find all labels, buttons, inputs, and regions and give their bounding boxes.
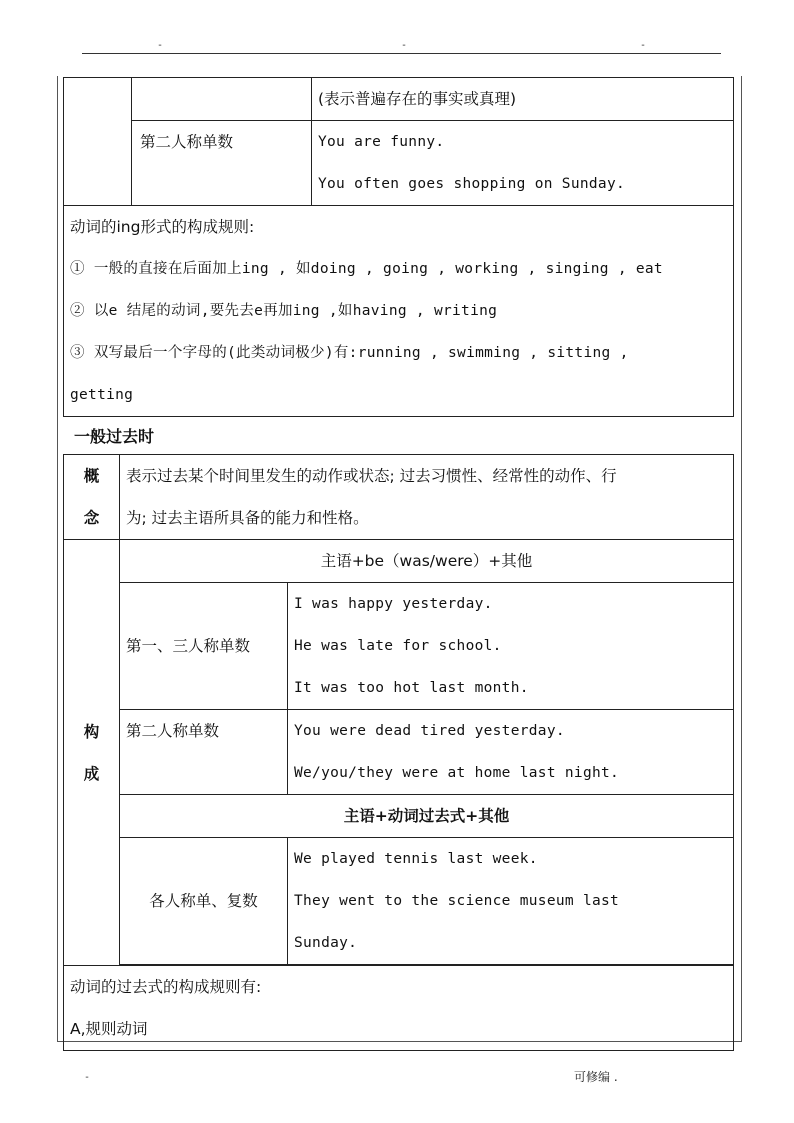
past-rules-a: A,规则动词 bbox=[70, 1020, 148, 1038]
concept-line: 表示过去某个时间里发生的动作或状态; 过去习惯性、经常性的动作、行 bbox=[126, 467, 617, 485]
ing-rule-3: ③ 双写最后一个字母的(此类动词极少)有:running , swimming , sitting , bbox=[70, 345, 629, 361]
verb-formula: 主语+动词过去式+其他 bbox=[343, 807, 510, 825]
second-person-label: 第二人称单数 bbox=[126, 722, 220, 740]
example-line: I was happy yesterday. bbox=[294, 596, 493, 612]
footer-dot: - bbox=[84, 1072, 91, 1083]
header-dot-center: - bbox=[401, 40, 408, 51]
ing-rules-title: 动词的ing形式的构成规则: bbox=[70, 218, 255, 236]
empty-cell bbox=[132, 78, 312, 121]
ing-rule-3-cont: getting bbox=[70, 387, 134, 403]
second-person-label: 第二人称单数 bbox=[140, 133, 234, 151]
example-line: You were dead tired yesterday. bbox=[294, 723, 565, 739]
present-tense-table bbox=[63, 77, 734, 417]
example-line: We played tennis last week. bbox=[294, 851, 538, 867]
example-line: You are funny. bbox=[318, 134, 445, 150]
concept-label-char: 概 bbox=[83, 467, 100, 485]
example-note: (表示普遍存在的事实或真理) bbox=[318, 90, 517, 108]
header-dot-right: - bbox=[640, 40, 647, 51]
structure-label-char: 成 bbox=[83, 764, 100, 783]
example-line: It was too hot last month. bbox=[294, 680, 529, 696]
example-line: He was late for school. bbox=[294, 638, 502, 654]
first-third-person-label: 第一、三人称单数 bbox=[126, 637, 251, 655]
past-tense-table bbox=[63, 454, 734, 1051]
empty-cell bbox=[64, 78, 132, 206]
example-line: Sunday. bbox=[294, 935, 358, 951]
concept-label-char: 念 bbox=[83, 509, 100, 527]
concept-cell bbox=[120, 455, 734, 540]
be-formula: 主语+be（was/were）+其他 bbox=[320, 552, 533, 570]
all-persons-label: 各人称单、复数 bbox=[149, 892, 258, 910]
concept-line: 为; 过去主语所具备的能力和性格。 bbox=[126, 509, 369, 527]
past-rules-cell bbox=[64, 966, 734, 1051]
example-line: They went to the science museum last bbox=[294, 893, 620, 909]
past-rules-title: 动词的过去式的构成规则有: bbox=[70, 978, 262, 996]
header-dot-left: - bbox=[157, 40, 164, 51]
ing-rule-2: ② 以e 结尾的动词,要先去e再加ing ,如having , writing bbox=[70, 303, 498, 319]
header-rule bbox=[82, 53, 721, 54]
ing-rules-cell bbox=[64, 206, 734, 417]
section-title-past-tense: 一般过去时 bbox=[74, 427, 155, 446]
footer-text: 可修编 . bbox=[574, 1070, 618, 1084]
example-line: You often goes shopping on Sunday. bbox=[318, 176, 626, 192]
structure-label-char: 构 bbox=[83, 722, 100, 741]
concept-label-cell bbox=[64, 455, 120, 540]
example-line: We/you/they were at home last night. bbox=[294, 765, 620, 781]
structure-label-cell bbox=[64, 540, 120, 966]
ing-rule-1: ① 一般的直接在后面加上ing , 如doing , going , working , singing , eat bbox=[70, 261, 663, 277]
